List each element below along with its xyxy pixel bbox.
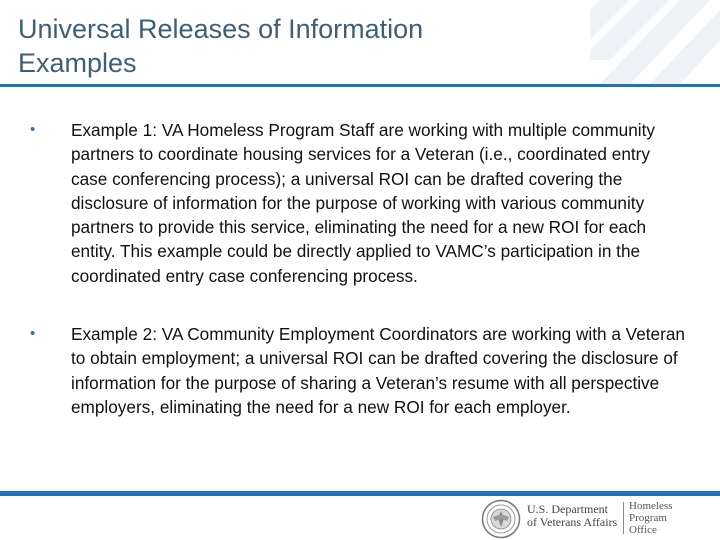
- va-seal-icon: [481, 499, 521, 539]
- bullet-list: [30, 118, 690, 419]
- bullet-marker: •: [30, 121, 36, 138]
- program-line-2: Program: [629, 512, 667, 524]
- bullet-marker: •: [30, 325, 36, 343]
- department-name: [527, 503, 617, 529]
- bullet-text: Example 1: VA Homeless Program Staff are working with multiple community partners to coordinate housing services for a Veteran (i.e., coordinated entry case conferencing process); a universal ROI can be drafted covering the disclosure of information for the purpose of working with various community partners to provide this service, eliminating the need for a new ROI for each entity. This example could be directly applied to VAMC’s participation in the coordinated entry case conferencing process.: [71, 120, 655, 286]
- bullet-text: Example 2: VA Community Employment Coordinators are working with a Veteran to obtain employment; a universal ROI can be drafted covering the disclosure of information for the purpose of sharing a Veteran’s resume with all perspective employers, eliminating the need for a new ROI for each employer.: [71, 324, 685, 417]
- program-name: [629, 500, 672, 536]
- program-line-1: Homeless: [629, 500, 673, 512]
- bullet-item-example-2: [30, 322, 690, 419]
- page-title: [18, 12, 698, 80]
- dept-line-2: of Veterans Affairs: [527, 515, 618, 529]
- program-line-3: Office: [629, 524, 657, 536]
- title-divider: [0, 84, 720, 87]
- logo-divider: [623, 502, 624, 534]
- va-logo: [481, 498, 711, 538]
- dept-line-1: U.S. Department: [527, 502, 608, 516]
- title-line-2: Examples: [18, 48, 137, 78]
- title-line-1: Universal Releases of Information: [18, 14, 424, 44]
- footer-divider: [0, 491, 720, 496]
- bullet-item-example-1: [30, 118, 690, 288]
